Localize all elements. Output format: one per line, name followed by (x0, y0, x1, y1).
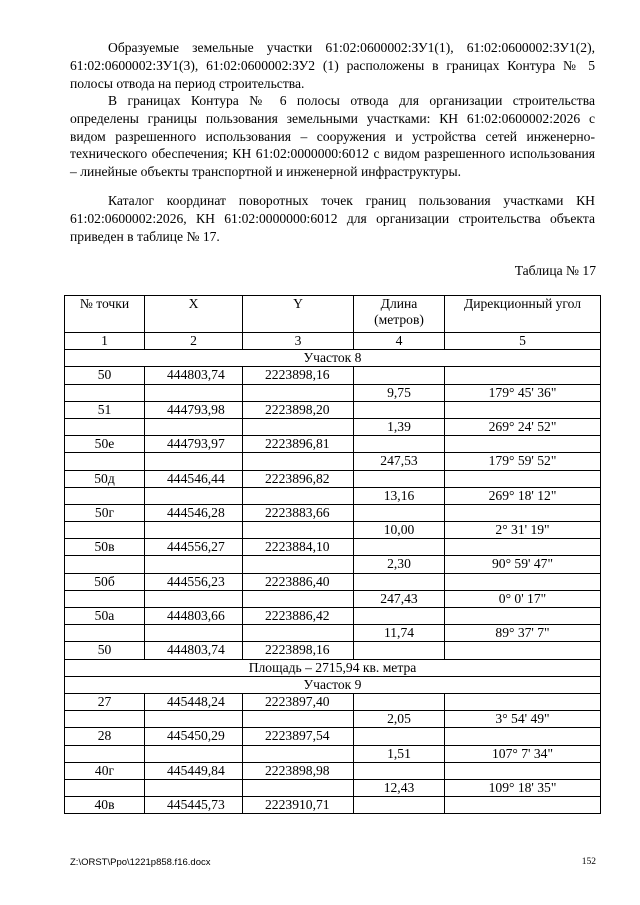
x-cell (145, 590, 243, 607)
length-cell (354, 436, 445, 453)
column-number-row (65, 333, 601, 350)
point-cell (65, 418, 145, 435)
length-cell (354, 762, 445, 779)
angle-cell (445, 436, 601, 453)
point-cell: 40г (65, 762, 145, 779)
section-area: Площадь – 2715,94 кв. метра (65, 659, 601, 676)
length-cell (354, 693, 445, 710)
y-cell: 2223910,71 (243, 797, 354, 814)
x-cell: 444803,74 (145, 642, 243, 659)
table-row (65, 728, 601, 745)
angle-cell (445, 367, 601, 384)
table-row (65, 487, 601, 504)
angle-cell (445, 608, 601, 625)
y-cell (243, 384, 354, 401)
point-cell (65, 453, 145, 470)
point-cell: 28 (65, 728, 145, 745)
y-cell: 2223886,42 (243, 608, 354, 625)
x-cell: 444793,97 (145, 436, 243, 453)
y-cell: 2223898,98 (243, 762, 354, 779)
footer-file-path: Z:\ORST\Ppo\1221p858.f16.docx (70, 857, 211, 868)
length-cell (354, 608, 445, 625)
point-cell: 50г (65, 504, 145, 521)
point-cell (65, 745, 145, 762)
paragraph-1 (70, 39, 595, 92)
table-row (65, 745, 601, 762)
y-cell (243, 590, 354, 607)
x-cell: 445448,24 (145, 693, 243, 710)
y-cell: 2223898,20 (243, 401, 354, 418)
angle-cell (445, 573, 601, 590)
x-cell (145, 745, 243, 762)
x-cell (145, 487, 243, 504)
table-row (65, 556, 601, 573)
col-number: 5 (445, 333, 601, 350)
length-cell (354, 642, 445, 659)
y-cell (243, 625, 354, 642)
header-length: Длина (метров) (354, 296, 445, 333)
angle-cell (445, 693, 601, 710)
length-cell: 247,53 (354, 453, 445, 470)
x-cell (145, 779, 243, 796)
point-cell (65, 590, 145, 607)
section-title-row (65, 676, 601, 693)
x-cell (145, 625, 243, 642)
table-row (65, 522, 601, 539)
x-cell (145, 384, 243, 401)
point-cell: 40в (65, 797, 145, 814)
length-cell: 13,16 (354, 487, 445, 504)
angle-cell: 179° 59' 52" (445, 453, 601, 470)
length-cell (354, 367, 445, 384)
angle-cell (445, 642, 601, 659)
table-row (65, 573, 601, 590)
table-row (65, 418, 601, 435)
angle-cell: 2° 31' 19" (445, 522, 601, 539)
angle-cell: 269° 24' 52" (445, 418, 601, 435)
point-cell: 50б (65, 573, 145, 590)
section-title: Участок 9 (65, 676, 601, 693)
x-cell (145, 418, 243, 435)
table-body (65, 333, 601, 814)
length-cell (354, 573, 445, 590)
header-point: № точки (65, 296, 145, 333)
point-cell (65, 556, 145, 573)
angle-cell: 3° 54' 49" (445, 711, 601, 728)
x-cell: 445449,84 (145, 762, 243, 779)
length-cell: 1,39 (354, 418, 445, 435)
table-caption: Таблица № 17 (514, 263, 596, 278)
y-cell: 2223886,40 (243, 573, 354, 590)
coordinates-table (64, 295, 601, 814)
x-cell (145, 453, 243, 470)
point-cell (65, 384, 145, 401)
x-cell: 444546,28 (145, 504, 243, 521)
paragraph-3-text: Каталог координат поворотных точек границ пользования участками КН 61:02:0600002:2026, КН 61:02:0000000:6012 для организации строительства объекта приведен в таблице № 17. (70, 193, 595, 244)
point-cell: 50д (65, 470, 145, 487)
x-cell: 445450,29 (145, 728, 243, 745)
area-row (65, 659, 601, 676)
length-cell: 247,43 (354, 590, 445, 607)
length-cell: 2,30 (354, 556, 445, 573)
table-row (65, 401, 601, 418)
y-cell: 2223883,66 (243, 504, 354, 521)
x-cell: 444793,98 (145, 401, 243, 418)
table-header-row (65, 296, 601, 333)
x-cell: 444556,23 (145, 573, 243, 590)
y-cell: 2223896,81 (243, 436, 354, 453)
point-cell: 50а (65, 608, 145, 625)
angle-cell: 89° 37' 7" (445, 625, 601, 642)
table-row (65, 367, 601, 384)
point-cell: 51 (65, 401, 145, 418)
angle-cell (445, 728, 601, 745)
length-cell (354, 504, 445, 521)
table-row (65, 762, 601, 779)
y-cell: 2223884,10 (243, 539, 354, 556)
y-cell (243, 711, 354, 728)
paragraph-2 (70, 92, 595, 181)
y-cell (243, 779, 354, 796)
point-cell: 50е (65, 436, 145, 453)
col-number: 3 (243, 333, 354, 350)
y-cell: 2223897,54 (243, 728, 354, 745)
header-angle: Дирекционный угол (445, 296, 601, 333)
y-cell (243, 487, 354, 504)
x-cell (145, 522, 243, 539)
point-cell (65, 522, 145, 539)
point-cell: 50 (65, 367, 145, 384)
table-row (65, 504, 601, 521)
y-cell: 2223898,16 (243, 367, 354, 384)
length-cell: 11,74 (354, 625, 445, 642)
y-cell (243, 453, 354, 470)
length-cell: 10,00 (354, 522, 445, 539)
y-cell (243, 522, 354, 539)
length-cell (354, 539, 445, 556)
table-row (65, 453, 601, 470)
footer-page-number: 152 (581, 857, 596, 867)
table-row (65, 539, 601, 556)
angle-cell (445, 470, 601, 487)
angle-cell: 109° 18' 35" (445, 779, 601, 796)
x-cell: 444803,74 (145, 367, 243, 384)
point-cell (65, 779, 145, 796)
paragraph-1-text: Образуемые земельные участки 61:02:0600002:ЗУ1(1), 61:02:0600002:ЗУ1(2), 61:02:0600002:ЗУ1(3), 61:02:0600002:ЗУ2 (1) расположены в границах Контура № 5 полосы отвода на период строительства. (70, 40, 595, 91)
header-y: Y (243, 296, 354, 333)
section-title: Участок 8 (65, 350, 601, 367)
x-cell: 444556,27 (145, 539, 243, 556)
y-cell (243, 745, 354, 762)
y-cell: 2223897,40 (243, 693, 354, 710)
x-cell: 444546,44 (145, 470, 243, 487)
col-number: 2 (145, 333, 243, 350)
angle-cell (445, 797, 601, 814)
col-number: 4 (354, 333, 445, 350)
length-cell: 1,51 (354, 745, 445, 762)
table-row (65, 797, 601, 814)
x-cell (145, 556, 243, 573)
header-x: X (145, 296, 243, 333)
table-row (65, 384, 601, 401)
point-cell: 27 (65, 693, 145, 710)
y-cell: 2223898,16 (243, 642, 354, 659)
table-row (65, 779, 601, 796)
x-cell: 444803,66 (145, 608, 243, 625)
length-cell (354, 728, 445, 745)
x-cell: 445445,73 (145, 797, 243, 814)
paragraph-2-text: В границах Контура № 6 полосы отвода для организации строительства определены границы пользования земельными участками: КН 61:02:0600002:2026 с видом разрешенного использования – сооружения и устройства сетей инженерно-технического обеспечения; КН 61:02:0000000:6012 с видом разрешенного использования – линейные объекты транспортной и инженерной инфраструктуры. (70, 93, 595, 180)
angle-cell (445, 539, 601, 556)
table-row (65, 642, 601, 659)
length-cell: 9,75 (354, 384, 445, 401)
table-row (65, 608, 601, 625)
section-title-row (65, 350, 601, 367)
angle-cell (445, 504, 601, 521)
point-cell (65, 487, 145, 504)
col-number: 1 (65, 333, 145, 350)
table-row (65, 470, 601, 487)
table-row (65, 436, 601, 453)
angle-cell: 179° 45' 36" (445, 384, 601, 401)
length-cell (354, 401, 445, 418)
angle-cell: 0° 0' 17" (445, 590, 601, 607)
length-cell: 12,43 (354, 779, 445, 796)
paragraph-3 (70, 192, 595, 245)
table-row (65, 711, 601, 728)
length-cell (354, 797, 445, 814)
point-cell: 50в (65, 539, 145, 556)
table-row (65, 590, 601, 607)
length-cell (354, 470, 445, 487)
angle-cell: 107° 7' 34" (445, 745, 601, 762)
angle-cell: 90° 59' 47" (445, 556, 601, 573)
x-cell (145, 711, 243, 728)
angle-cell (445, 401, 601, 418)
y-cell (243, 418, 354, 435)
y-cell (243, 556, 354, 573)
y-cell: 2223896,82 (243, 470, 354, 487)
angle-cell (445, 762, 601, 779)
point-cell (65, 625, 145, 642)
length-cell: 2,05 (354, 711, 445, 728)
point-cell: 50 (65, 642, 145, 659)
table-row (65, 693, 601, 710)
point-cell (65, 711, 145, 728)
table-row (65, 625, 601, 642)
angle-cell: 269° 18' 12" (445, 487, 601, 504)
